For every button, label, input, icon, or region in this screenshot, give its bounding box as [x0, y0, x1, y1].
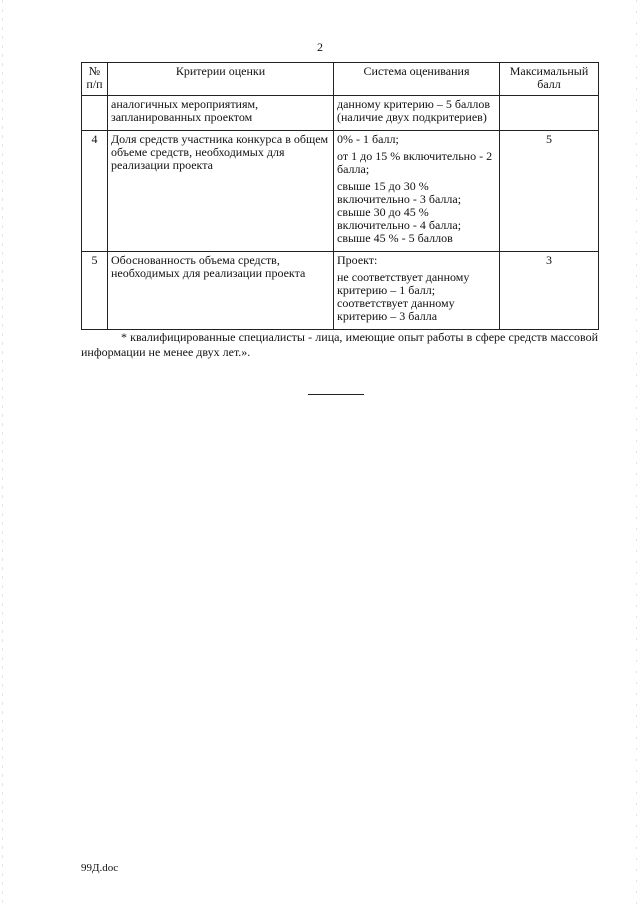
row-criteria: Доля средств участника конкурса в общем объеме средств, необходимых для реализации проекта — [108, 131, 334, 252]
criteria-table — [81, 62, 599, 330]
row-max: 5 — [500, 131, 599, 252]
system-text: от 1 до 15 % включительно - 2 балла; — [337, 149, 493, 176]
footnote: * квалифицированные специалисты - лица, имеющие опыт работы в сфере средств массовой информации не менее двух лет.». — [81, 330, 598, 359]
header-system: Система оценивания — [334, 63, 500, 96]
header-num: № п/п — [82, 63, 108, 96]
table-row — [82, 131, 599, 252]
system-text: Проект: — [337, 253, 378, 267]
header-criteria: Критерии оценки — [108, 63, 334, 96]
row-system — [334, 96, 500, 131]
system-text: не соответствует данному критерию – 1 балл; соответствует данному критерию – 3 балла — [337, 270, 470, 323]
header-max: Максимальный балл — [500, 63, 599, 96]
row-num: 5 — [82, 252, 108, 330]
row-system — [334, 131, 500, 252]
row-system — [334, 252, 500, 330]
row-max: 3 — [500, 252, 599, 330]
table-row — [82, 252, 599, 330]
file-label: 99Д.doc — [81, 862, 119, 874]
row-criteria: Обоснованность объема средств, необходимых для реализации проекта — [108, 252, 334, 330]
scan-edge-left — [2, 0, 3, 905]
table-row — [82, 96, 599, 131]
row-max — [500, 96, 599, 131]
row-criteria: аналогичных мероприятиям, запланированных проектом — [108, 96, 334, 131]
scan-edge-right — [636, 0, 637, 905]
row-num: 4 — [82, 131, 108, 252]
table-header-row — [82, 63, 599, 96]
row-num — [82, 96, 108, 131]
system-text: 0% - 1 балл; — [337, 132, 399, 146]
page-number: 2 — [317, 40, 323, 54]
system-text: данному критерию – 5 баллов (наличие двух подкритериев) — [337, 97, 491, 124]
system-text: свыше 15 до 30 % включительно - 3 балла; свыше 30 до 45 % включительно - 4 балла; свыше 45 % - 5 баллов — [337, 179, 462, 245]
divider-line — [308, 394, 364, 395]
